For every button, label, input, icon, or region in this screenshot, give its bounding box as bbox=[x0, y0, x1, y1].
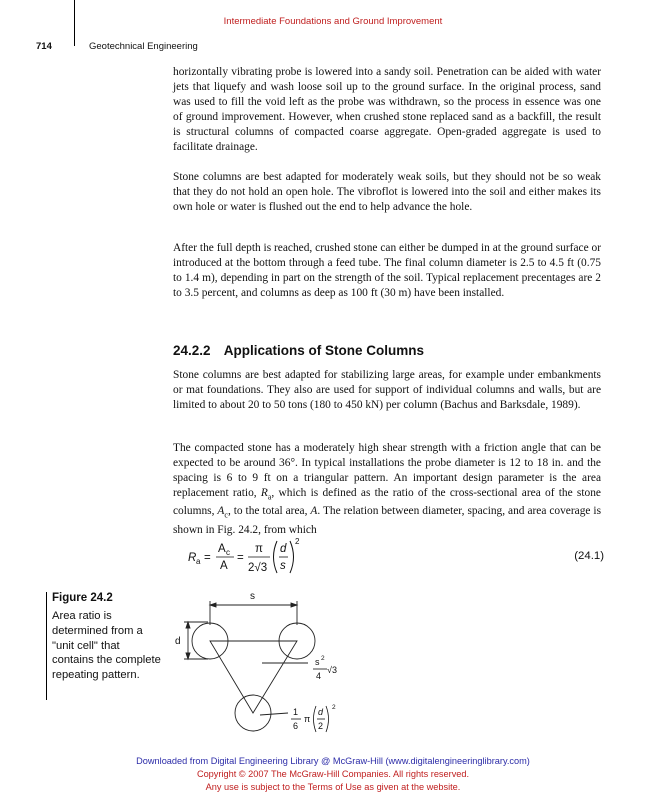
header-rule bbox=[74, 0, 75, 46]
circ-area-pi: π bbox=[304, 714, 311, 724]
running-head: Geotechnical Engineering bbox=[89, 41, 198, 52]
eq-left-paren bbox=[274, 541, 278, 573]
figure-label: Figure 24.2 bbox=[52, 592, 113, 604]
tri-area-root: √3 bbox=[327, 665, 337, 675]
d-arrow-top bbox=[186, 622, 190, 628]
book-section-header: Intermediate Foundations and Ground Improvement bbox=[223, 16, 443, 27]
equation-number: (24.1) bbox=[574, 550, 604, 562]
figure-rule bbox=[46, 592, 47, 700]
eq-lhs: R bbox=[188, 552, 197, 564]
eq-frac1-num: A bbox=[218, 543, 226, 555]
d-arrow-bottom bbox=[186, 653, 190, 659]
paragraph-5-text-b: , which is defined as the ratio of the cross-sectional area of the stone columns, bbox=[173, 487, 601, 518]
page-number: 714 bbox=[36, 41, 52, 52]
footer-copyright: Copyright © 2007 The McGraw-Hill Companies. All rights reserved. bbox=[196, 769, 470, 779]
equation-formula bbox=[184, 537, 324, 577]
circ-area-paren-den: 2 bbox=[318, 721, 324, 731]
ac-subscript: c bbox=[224, 510, 228, 520]
circ-area-den: 6 bbox=[293, 721, 299, 731]
footer-download-link[interactable]: Downloaded from Digital Engineering Library @ McGraw-Hill (www.digitalengineeringlibrary.com) bbox=[136, 756, 530, 766]
eq-lhs-sub: a bbox=[196, 557, 201, 566]
unit-cell-triangle bbox=[210, 641, 297, 713]
eq-exponent: 2 bbox=[295, 537, 300, 546]
paragraph-5 bbox=[173, 441, 601, 538]
paragraph-2: Stone columns are best adapted for moderately weak soils, but they should not be so weak that they do not hold an open hole. The vibroflot is lowered into the soil and either makes its own hole or water is flushed out the end to help advance the hole. bbox=[173, 171, 601, 213]
tri-area-num: s bbox=[315, 657, 320, 667]
paragraph-5-text-d: . The relation between diameter, spacing, and area coverage is shown in Fig. 24.2, from which bbox=[173, 505, 602, 536]
eq-right-paren bbox=[290, 541, 294, 573]
section-heading bbox=[173, 343, 424, 358]
footer-terms: Any use is subject to the Terms of Use as given at the website. bbox=[205, 782, 461, 792]
paragraph-1: horizontally vibrating probe is lowered into a sandy soil. Penetration can be aided with water jets that liquefy and wash loose soil up to the ground surface. In the original process, sand was used to fill the void left as the probe was withdrawn, so the process in essence was one of ground improvement. However, when crushed stone replaced sand as a backfill, the result is structural columns of compacted coarse aggregate. Open-graded aggregate is used to facilitate drainage. bbox=[173, 66, 601, 153]
figure-caption: Area ratio is determined from a "unit cell" that contains the complete repeating pattern. bbox=[52, 610, 161, 682]
s-arrow-right bbox=[291, 603, 297, 607]
ra-symbol: R bbox=[260, 487, 268, 499]
circ-area-num: 1 bbox=[293, 707, 299, 717]
paragraph-4: Stone columns are best adapted for stabilizing large areas, for example under embankments or mat foundations. They also are used for support of individual columns and walls, but are limited to about 20 to 50 tons (180 to 450 kN) per column (Bachus and Barksdale, 1989). bbox=[173, 369, 601, 411]
eq-sign-2: = bbox=[237, 552, 244, 564]
unit-cell-diagram bbox=[160, 585, 380, 745]
paragraph-5-text-c: , to the total area, bbox=[227, 505, 311, 518]
eq-frac2-den: 2√3 bbox=[248, 562, 268, 574]
label-s: s bbox=[250, 591, 255, 602]
section-title: Applications of Stone Columns bbox=[223, 343, 425, 358]
ac-symbol: A bbox=[217, 505, 225, 518]
label-d: d bbox=[175, 636, 181, 647]
circ-area-rparen bbox=[326, 706, 329, 732]
paragraph-3: After the full depth is reached, crushed stone can either be dumped in at the ground surface or introduced at the bottom through a feed tube. The final column diameter is 2.5 to 4.5 ft (0.75 to 1.4 m), depending in part on the strength of the soil. Typical replacement precentages are 2 to 3.5 percent, and columns as deep as 100 ft (30 m) have been installed. bbox=[173, 242, 601, 299]
circ-area-exp: 2 bbox=[332, 704, 336, 711]
a-symbol: A bbox=[310, 505, 318, 518]
tri-area-num-exp: 2 bbox=[321, 655, 325, 662]
eq-frac1-num-sub: c bbox=[226, 548, 230, 557]
section-number: 24.2.2 bbox=[173, 343, 211, 358]
eq-sign-1: = bbox=[204, 552, 211, 564]
eq-paren-den: s bbox=[280, 560, 286, 572]
s-arrow-left bbox=[210, 603, 216, 607]
tri-area-den: 4 bbox=[316, 671, 322, 681]
circle-area-leader bbox=[260, 713, 288, 715]
circ-area-paren-num: d bbox=[318, 707, 324, 717]
eq-frac1-den: A bbox=[220, 560, 228, 572]
ra-subscript: a bbox=[267, 492, 272, 502]
equation-24-1 bbox=[184, 537, 604, 577]
circ-area-lparen bbox=[314, 706, 317, 732]
eq-frac2-num: π bbox=[255, 543, 263, 555]
eq-paren-num: d bbox=[280, 543, 287, 555]
paragraph-5-text-a: The compacted stone has a moderately high shear strength with a friction angle that can be expected to be around 36°. In typical installations the probe diameter is 12 to 18 in. and the spacing is 6 to 9 ft on a triangular pattern. An important design parameter is the area replacement ratio, bbox=[173, 442, 601, 499]
